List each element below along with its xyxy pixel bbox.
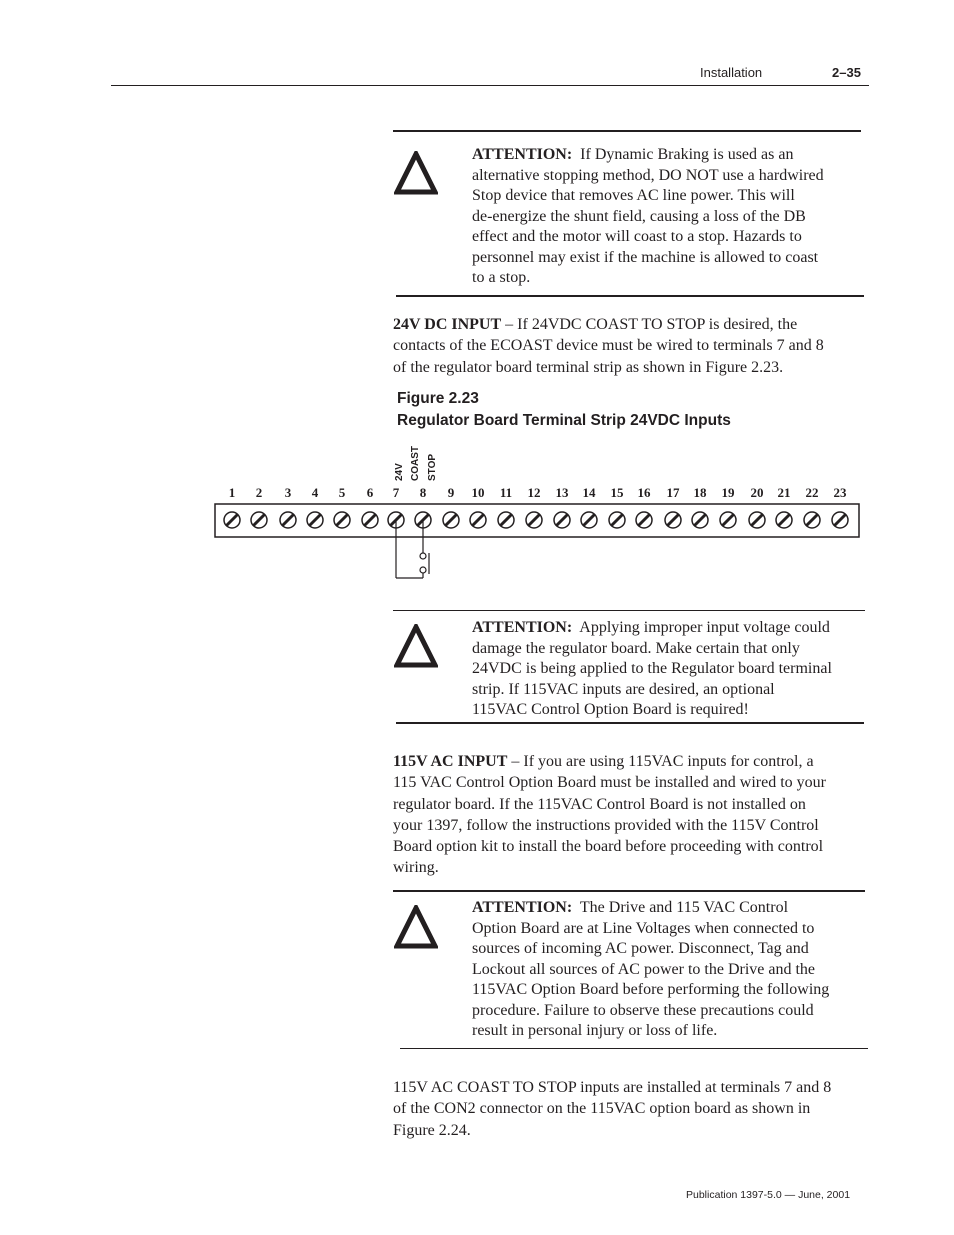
terminal-screws <box>224 512 848 528</box>
terminal-number-11: 11 <box>499 485 513 500</box>
figure-number: Figure 2.23 <box>397 390 479 407</box>
terminal-number-6: 6 <box>366 485 374 500</box>
terminal-number-16: 16 <box>637 485 651 500</box>
terminal-screw-13 <box>554 512 570 528</box>
page-number: 2–35 <box>832 65 861 80</box>
terminal-number-8: 8 <box>419 485 427 500</box>
terminal-screw-18 <box>692 512 708 528</box>
ecoast-contact-wiring <box>396 520 429 578</box>
terminal-screw-23 <box>832 512 848 528</box>
terminal-number-10: 10 <box>471 485 485 500</box>
terminal-numbers <box>229 485 847 500</box>
terminal-screw-22 <box>804 512 820 528</box>
attention-label: ATTENTION: <box>472 619 573 636</box>
header-rule <box>111 85 869 86</box>
warning-triangle-icon <box>394 151 438 195</box>
paragraph-24v-dc-input: 24V DC INPUT – If 24VDC COAST TO STOP is desired, the contacts of the ECOAST device must be wired to terminals 7 and 8 of the regulator board terminal strip as shown in Figure 2.23. <box>393 316 824 376</box>
terminal-number-9: 9 <box>447 485 455 500</box>
figure-title: Regulator Board Terminal Strip 24VDC Inputs <box>397 412 731 429</box>
terminal-number-18: 18 <box>693 485 707 500</box>
terminal-screw-16 <box>636 512 652 528</box>
terminal-number-15: 15 <box>610 485 624 500</box>
terminal-screw-9 <box>443 512 459 528</box>
attention-top-rule <box>393 890 865 892</box>
terminal-screw-1 <box>224 512 240 528</box>
attention-top-rule <box>393 130 861 132</box>
terminal-screw-2 <box>251 512 267 528</box>
terminal-number-12: 12 <box>527 485 541 500</box>
running-header-section: Installation <box>700 65 763 80</box>
terminal-number-2: 2 <box>255 485 263 500</box>
label-24v: 24V <box>394 463 405 481</box>
terminal-number-14: 14 <box>582 485 596 500</box>
terminal-number-4: 4 <box>311 485 319 500</box>
terminal-number-19: 19 <box>721 485 735 500</box>
paragraph-115v-ac-input: 115V AC INPUT – If you are using 115VAC inputs for control, a 115 VAC Control Option Board must be installed and wired to your regulator board. If the 115VAC Control Board is not installed on your 1397, follow the instructions provided with the 115V Control Board option kit to install the board before proceeding with control wiring. <box>393 753 827 877</box>
figure-caption <box>397 388 857 432</box>
attention-label: ATTENTION: <box>472 146 573 163</box>
terminal-screw-4 <box>307 512 323 528</box>
terminal-number-23: 23 <box>833 485 847 500</box>
terminal-number-20: 20 <box>750 485 764 500</box>
paragraph-lead: 115V AC INPUT <box>393 753 508 770</box>
terminal-screw-21 <box>776 512 792 528</box>
terminal-screw-20 <box>749 512 765 528</box>
label-coast: COAST <box>410 446 421 481</box>
terminal-number-1: 1 <box>228 485 236 500</box>
terminal-screw-10 <box>470 512 486 528</box>
attention-label: ATTENTION: <box>472 899 573 916</box>
terminal-screw-11 <box>498 512 514 528</box>
terminal-screw-14 <box>581 512 597 528</box>
terminal-screw-6 <box>362 512 378 528</box>
terminal-number-13: 13 <box>555 485 569 500</box>
terminal-number-17: 17 <box>666 485 680 500</box>
attention-message-1: ATTENTION: If Dynamic Braking is used as an alternative stopping method, DO NOT use a hardwired Stop device that removes AC line power. This will de-energize the shunt field, causing a loss of the DB effect and the motor will coast to a stop. Hazards to personnel may exist if the machine is allowed to coast to a stop. <box>472 146 824 286</box>
terminal-screw-17 <box>665 512 681 528</box>
warning-triangle-icon <box>394 905 438 949</box>
attention-bottom-rule <box>400 1048 868 1049</box>
terminal-screw-19 <box>720 512 736 528</box>
terminal-number-21: 21 <box>777 485 791 500</box>
publication-footer: Publication 1397-5.0 — June, 2001 <box>686 1189 851 1201</box>
terminal-number-5: 5 <box>338 485 346 500</box>
terminal-screw-15 <box>609 512 625 528</box>
terminal-screw-3 <box>280 512 296 528</box>
attention-message-2: ATTENTION: Applying improper input voltage could damage the regulator board. Make certain that only 24VDC is being applied to the Regulator board terminal strip. If 115VAC inputs are desired, an optional 115VAC Control Option Board is required! <box>472 619 832 718</box>
attention-bottom-rule <box>396 295 864 297</box>
label-stop: STOP <box>427 453 438 481</box>
attention-message-3: ATTENTION: The Drive and 115 VAC Control Option Board are at Line Voltages when connected to sources of incoming AC power. Disconnect, Tag and Lockout all sources of AC power to the Drive and the 115VAC Option Board before performing the following procedure. Failure to observe these precautions could result in personal injury or loss of life. <box>472 899 830 1039</box>
terminal-screw-12 <box>526 512 542 528</box>
paragraph-115v-coast-to-stop: 115V AC COAST TO STOP inputs are installed at terminals 7 and 8 of the CON2 connector on the 115VAC option board as shown in Figure 2.24. <box>393 1079 832 1139</box>
terminal-screw-5 <box>334 512 350 528</box>
paragraph-lead: 24V DC INPUT <box>393 316 502 333</box>
attention-top-rule <box>393 610 865 611</box>
attention-bottom-rule <box>396 722 864 724</box>
terminal-number-7: 7 <box>392 485 400 500</box>
terminal-number-3: 3 <box>284 485 292 500</box>
terminal-number-22: 22 <box>805 485 819 500</box>
terminal-strip-diagram <box>210 440 870 590</box>
warning-triangle-icon <box>394 624 438 668</box>
